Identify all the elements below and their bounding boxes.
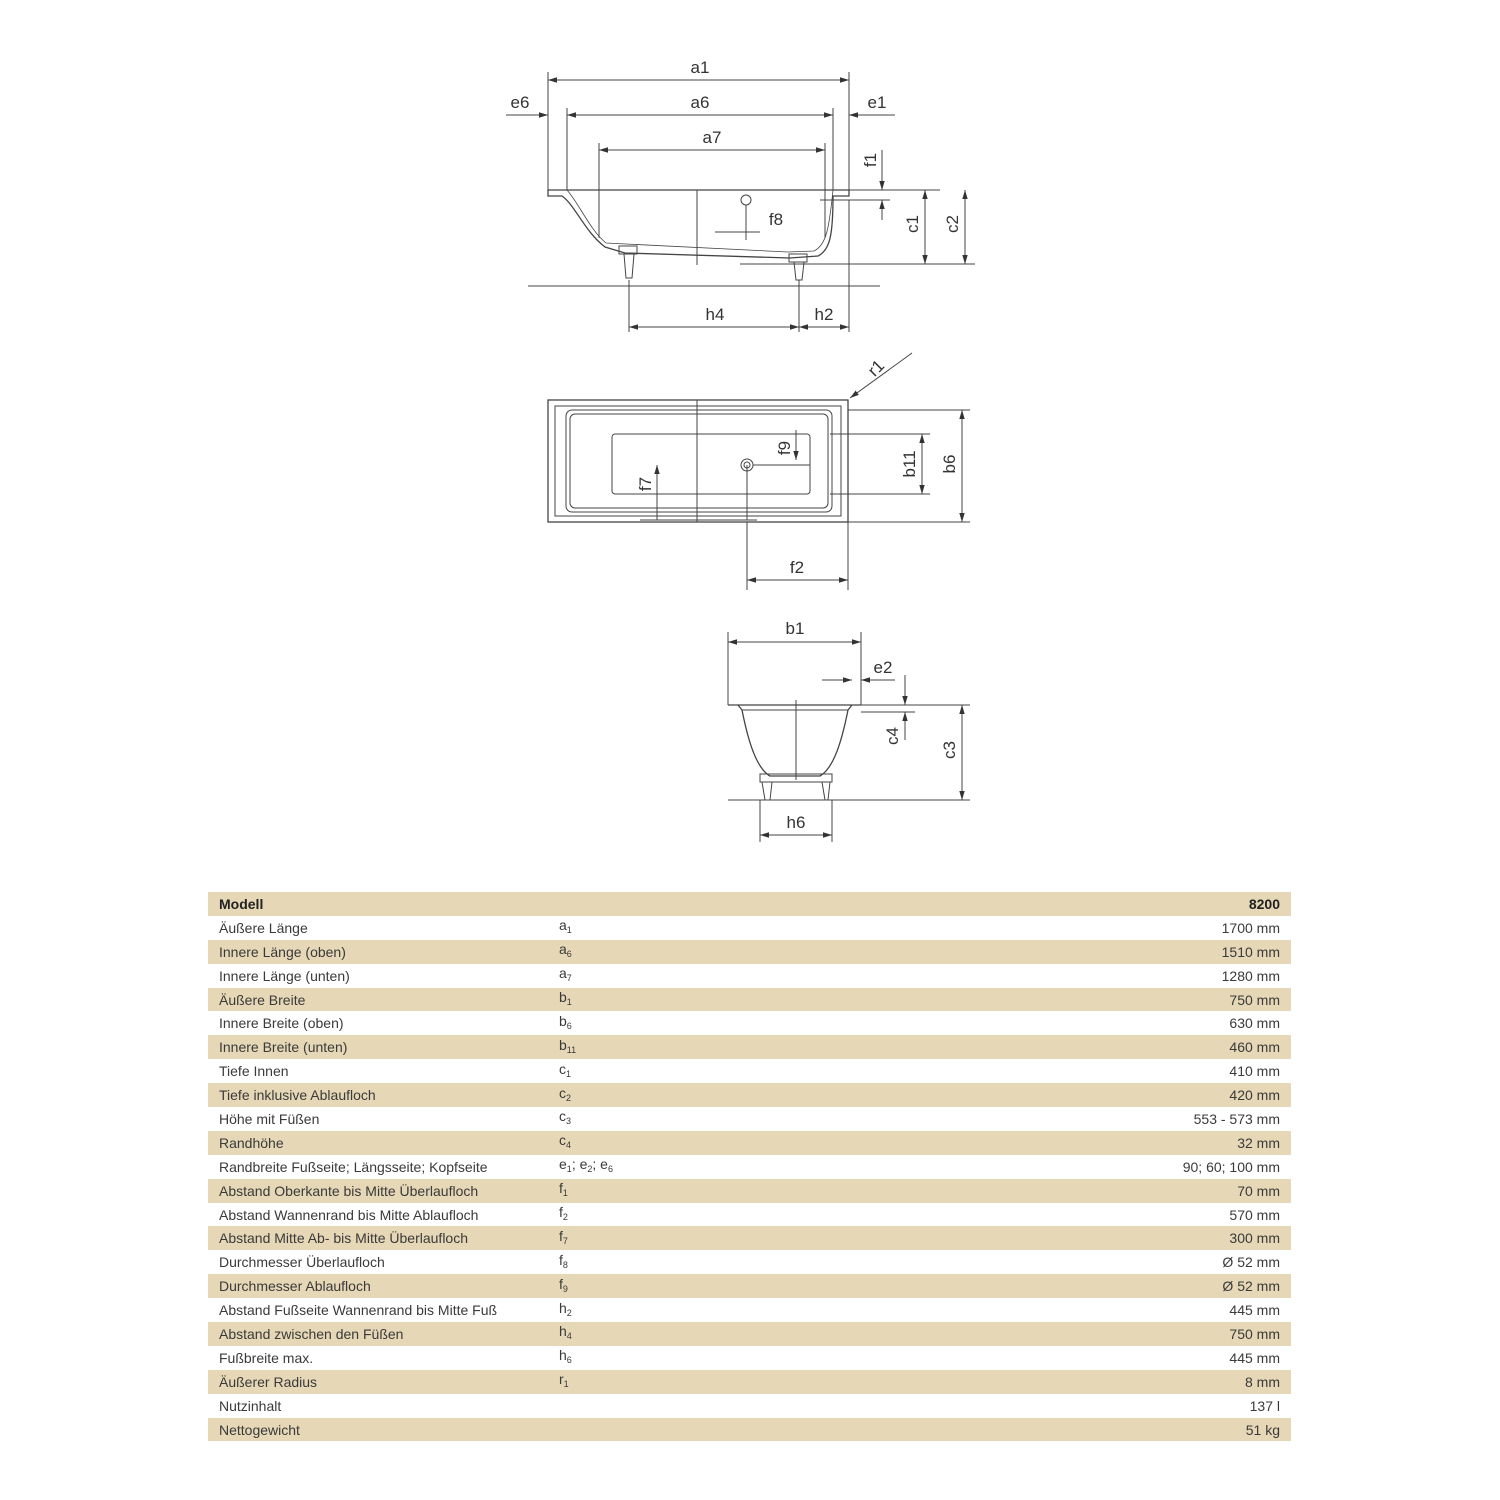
label-f1: f1 — [861, 152, 880, 168]
row-value: 32 mm — [900, 1131, 1291, 1155]
symbol-letter: c — [559, 1132, 566, 1149]
row-symbol — [548, 1203, 900, 1227]
row-symbol — [548, 1035, 900, 1059]
table-row — [208, 1203, 1291, 1227]
row-label: Äußere Breite — [208, 988, 548, 1012]
row-label: Randbreite Fußseite; Längsseite; Kopfseite — [219, 1158, 488, 1175]
symbol-letter: c — [559, 1084, 566, 1101]
label-f9: f9 — [775, 440, 794, 456]
table-row — [208, 1322, 1291, 1346]
row-label: Nettogewicht — [208, 1418, 548, 1442]
label-b1: b1 — [785, 619, 805, 638]
row-value: 570 mm — [1229, 1206, 1280, 1223]
row-value: 750 mm — [900, 988, 1291, 1012]
symbol-subscript: 11 — [566, 1044, 577, 1055]
symbol-subscript: 3 — [566, 1116, 572, 1127]
row-symbol — [548, 940, 900, 964]
row-symbol — [548, 1298, 900, 1322]
row-symbol — [548, 1274, 900, 1298]
label-a6: a6 — [690, 93, 710, 112]
label-c2: c2 — [943, 215, 962, 233]
table-row — [208, 1418, 1291, 1442]
row-label: Abstand Fußseite Wannenrand bis Mitte Fuß — [219, 1302, 498, 1319]
label-c1: c1 — [903, 215, 922, 233]
symbol-subscript: 6 — [566, 1020, 572, 1031]
row-value: Ø 52 mm — [1222, 1254, 1280, 1271]
row-symbol — [548, 916, 900, 940]
row-label: Durchmesser Überlaufloch — [219, 1254, 385, 1271]
symbol-subscript: 2 — [566, 1307, 572, 1318]
row-value: 8 mm — [900, 1370, 1291, 1394]
symbol-subscript: 8 — [562, 1259, 568, 1270]
row-symbol — [548, 1011, 900, 1035]
symbol-letter: h — [559, 1299, 567, 1316]
symbol-subscript: 2 — [562, 1212, 568, 1223]
top-view-labels — [636, 356, 959, 577]
row-value: Ø 52 mm — [900, 1274, 1291, 1298]
symbol-subscript: 2 — [566, 1092, 572, 1103]
symbol-letter: c — [559, 1108, 566, 1125]
table-row — [208, 940, 1291, 964]
symbol-subscript: 1 — [566, 1164, 572, 1175]
side-view-labels — [511, 58, 962, 324]
label-b11: b11 — [900, 450, 919, 478]
symbol-letter: a — [559, 917, 567, 934]
spec-table — [208, 892, 1291, 1441]
table-row — [208, 1083, 1291, 1107]
row-label: Randhöhe — [208, 1131, 548, 1155]
row-value: 420 mm — [900, 1083, 1291, 1107]
symbol-letter: f — [559, 1227, 563, 1244]
row-symbol — [548, 1179, 900, 1203]
row-value: 630 mm — [1229, 1015, 1280, 1032]
table-row — [208, 1059, 1291, 1083]
symbol-letter: b — [559, 1036, 567, 1053]
row-value: 51 kg — [900, 1418, 1291, 1442]
label-b6: b6 — [940, 454, 959, 474]
row-value: 70 mm — [900, 1179, 1291, 1203]
symbol-subscript: 1 — [563, 1379, 569, 1390]
symbol-subscript: 7 — [562, 1235, 568, 1246]
symbol-letter: r — [559, 1371, 564, 1388]
symbol-letter: f — [559, 1204, 563, 1221]
row-label: Nutzinhalt — [219, 1397, 282, 1414]
row-value: 1700 mm — [1221, 919, 1280, 936]
row-label: Innere Breite (oben) — [219, 1015, 344, 1032]
label-a1: a1 — [690, 58, 710, 77]
row-label: Äußere Länge — [219, 919, 308, 936]
table-row — [208, 1370, 1291, 1394]
row-label: Innere Länge (oben) — [208, 940, 548, 964]
row-label: Abstand Wannenrand bis Mitte Ablaufloch — [219, 1206, 479, 1223]
row-symbol — [548, 1226, 900, 1250]
symbol-letter: b — [559, 989, 567, 1005]
header-label: Modell — [208, 892, 548, 916]
row-value: 410 mm — [1229, 1063, 1280, 1080]
row-value: 553 - 573 mm — [1193, 1110, 1280, 1127]
symbol-subscript: 4 — [566, 1331, 572, 1342]
label-c3: c3 — [940, 741, 959, 759]
row-value: 300 mm — [900, 1226, 1291, 1250]
row-label: Abstand Mitte Ab- bis Mitte Überlaufloch — [208, 1226, 548, 1250]
label-h2: h2 — [814, 305, 834, 324]
label-h4: h4 — [705, 305, 725, 324]
symbol-letter: h — [559, 1323, 567, 1340]
label-h6: h6 — [786, 813, 806, 832]
symbol-letter: b — [559, 1012, 567, 1029]
symbol-letter: ; e — [592, 1156, 608, 1173]
label-f7: f7 — [636, 476, 655, 492]
table-row — [208, 988, 1291, 1012]
symbol-subscript: 7 — [566, 973, 572, 984]
symbol-subscript: 4 — [566, 1140, 572, 1151]
table-row — [208, 964, 1291, 988]
symbol-subscript: 2 — [587, 1164, 593, 1175]
symbol-subscript: 6 — [607, 1164, 613, 1175]
table-row — [208, 916, 1291, 940]
row-label: Abstand Oberkante bis Mitte Überlaufloch — [208, 1179, 548, 1203]
table-row — [208, 1274, 1291, 1298]
symbol-subscript: 1 — [566, 1068, 572, 1079]
row-label: Durchmesser Ablaufloch — [208, 1274, 548, 1298]
symbol-letter: a — [559, 965, 567, 982]
label-f2: f2 — [789, 558, 805, 577]
row-symbol — [548, 1322, 900, 1346]
row-symbol — [548, 1083, 900, 1107]
symbol-letter: e — [559, 1156, 567, 1173]
table-row — [208, 1179, 1291, 1203]
table-row — [208, 1250, 1291, 1274]
symbol-subscript: 9 — [562, 1283, 568, 1294]
label-e2: e2 — [873, 658, 893, 677]
label-r1: r1 — [864, 356, 889, 381]
table-row — [208, 1155, 1291, 1179]
row-symbol — [548, 1394, 900, 1418]
row-value: 750 mm — [900, 1322, 1291, 1346]
symbol-letter: f — [559, 1251, 563, 1268]
table-row — [208, 1011, 1291, 1035]
row-symbol — [548, 1155, 900, 1179]
label-f8: f8 — [768, 210, 784, 229]
table-row — [208, 1346, 1291, 1370]
row-value: 460 mm — [900, 1035, 1291, 1059]
row-value: 90; 60; 100 mm — [1182, 1158, 1280, 1175]
row-label: Innere Länge (unten) — [219, 967, 350, 984]
symbol-subscript: 1 — [566, 997, 572, 1007]
symbol-subscript: 6 — [566, 1355, 572, 1366]
row-label: Höhe mit Füßen — [219, 1110, 320, 1127]
table-row — [208, 1226, 1291, 1250]
symbol-letter: c — [559, 1060, 566, 1077]
row-value: 137 l — [1249, 1397, 1280, 1414]
table-row — [208, 1131, 1291, 1155]
row-label: Äußerer Radius — [208, 1370, 548, 1394]
row-value: 445 mm — [1229, 1302, 1280, 1319]
table-row — [208, 1035, 1291, 1059]
symbol-subscript: 1 — [566, 925, 572, 936]
row-symbol — [548, 1418, 900, 1442]
label-e6: e6 — [510, 93, 530, 112]
row-symbol — [548, 1370, 900, 1394]
symbol-letter: h — [559, 1347, 567, 1364]
row-symbol — [548, 1346, 900, 1370]
symbol-subscript: 1 — [562, 1188, 568, 1199]
header-model-value: 8200 — [900, 892, 1291, 916]
row-symbol — [548, 988, 900, 1012]
end-view — [728, 632, 970, 842]
side-view — [506, 72, 975, 332]
row-label: Innere Breite (unten) — [208, 1035, 548, 1059]
row-symbol — [548, 1107, 900, 1131]
label-c4: c4 — [883, 727, 902, 745]
row-label: Tiefe Innen — [219, 1063, 289, 1080]
symbol-letter: f — [559, 1275, 563, 1292]
label-a7: a7 — [702, 128, 722, 147]
table-row — [208, 1394, 1291, 1418]
symbol-letter: ; e — [571, 1156, 588, 1173]
row-symbol — [548, 1131, 900, 1155]
row-label: Fußbreite max. — [219, 1349, 314, 1366]
row-label: Abstand zwischen den Füßen — [208, 1322, 548, 1346]
row-symbol — [548, 1059, 900, 1083]
row-value: 1280 mm — [1221, 967, 1280, 984]
symbol-letter: f — [559, 1180, 563, 1197]
table-row — [208, 1298, 1291, 1322]
symbol-letter: a — [559, 941, 567, 958]
table-row — [208, 1107, 1291, 1131]
row-symbol — [548, 1250, 900, 1274]
row-label: Tiefe inklusive Ablaufloch — [208, 1083, 548, 1107]
label-e1: e1 — [867, 93, 887, 112]
table-header-row — [208, 892, 1291, 916]
row-value: 1510 mm — [900, 940, 1291, 964]
row-value: 445 mm — [1229, 1349, 1280, 1366]
symbol-subscript: 6 — [566, 949, 572, 960]
row-symbol — [548, 964, 900, 988]
